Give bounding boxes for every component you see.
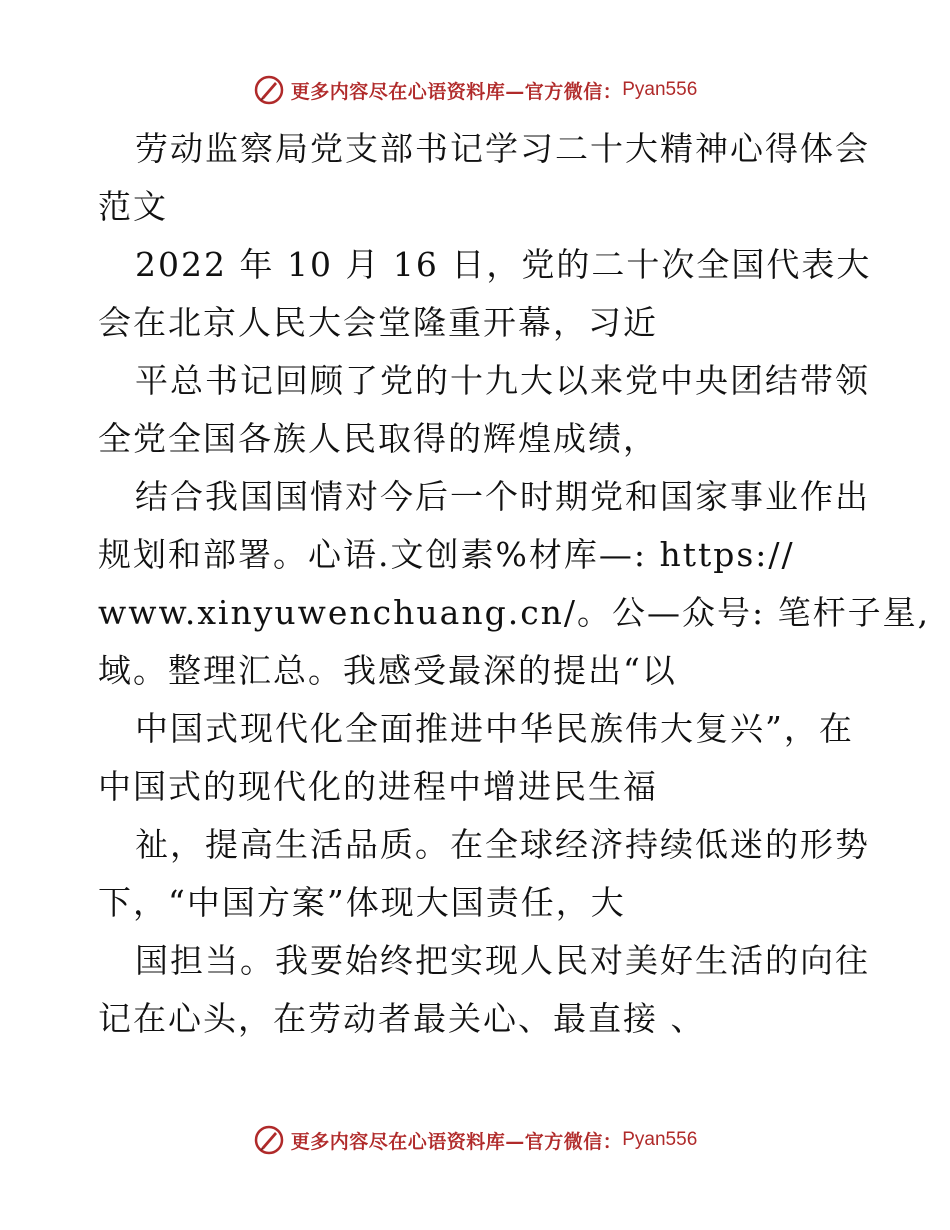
watermark-text: 更多内容尽在心语资料库—官方微信：: [290, 1130, 623, 1153]
watermark-account: Pyan556: [622, 79, 698, 100]
text-line: 2022 年 10 月 16 日，党的二十次全国代表大: [135, 245, 872, 284]
watermark-text: 更多内容尽在心语资料库—官方微信：: [290, 80, 623, 103]
text-line: 规划和部署。心语.文创素%材库—: https://: [98, 535, 795, 574]
text-line: 下，“中国方案”体现大国责任，大: [98, 883, 626, 922]
document-body: [98, 120, 931, 1048]
footer-watermark: [0, 1120, 950, 1160]
text-line: 平总书记回顾了党的十九大以来党中央团结带领: [135, 361, 870, 400]
text-line: 中国式的现代化的进程中增进民生福: [98, 767, 658, 806]
text-line: 祉，提高生活品质。在全球经济持续低迷的形势: [135, 825, 870, 864]
title-line-1: 劳动监察局党支部书记学习二十大精神心得体会: [135, 129, 870, 168]
text-line: www.xinyuwenchuang.cn/。公—众号: 笔杆子星,: [98, 593, 931, 632]
text-line: 中国式现代化全面推进中华民族伟大复兴”，在: [135, 709, 854, 748]
text-line: 记在心头，在劳动者最关心、最直接 、: [98, 999, 706, 1038]
text-line: 国担当。我要始终把实现人民对美好生活的向往: [135, 941, 870, 980]
title-line-2: 范文: [98, 187, 168, 226]
quill-logo-icon: [253, 74, 285, 106]
text-line: 全党全国各族人民取得的辉煌成绩，: [98, 419, 658, 458]
text-line: 域。整理汇总。我感受最深的提出“以: [98, 651, 677, 690]
quill-logo-icon: [253, 1124, 285, 1156]
header-watermark: [0, 70, 950, 110]
text-line: 会在北京人民大会堂隆重开幕，习近: [98, 303, 658, 342]
text-line: 结合我国国情对今后一个时期党和国家事业作出: [135, 477, 870, 516]
watermark-account: Pyan556: [622, 1129, 698, 1150]
